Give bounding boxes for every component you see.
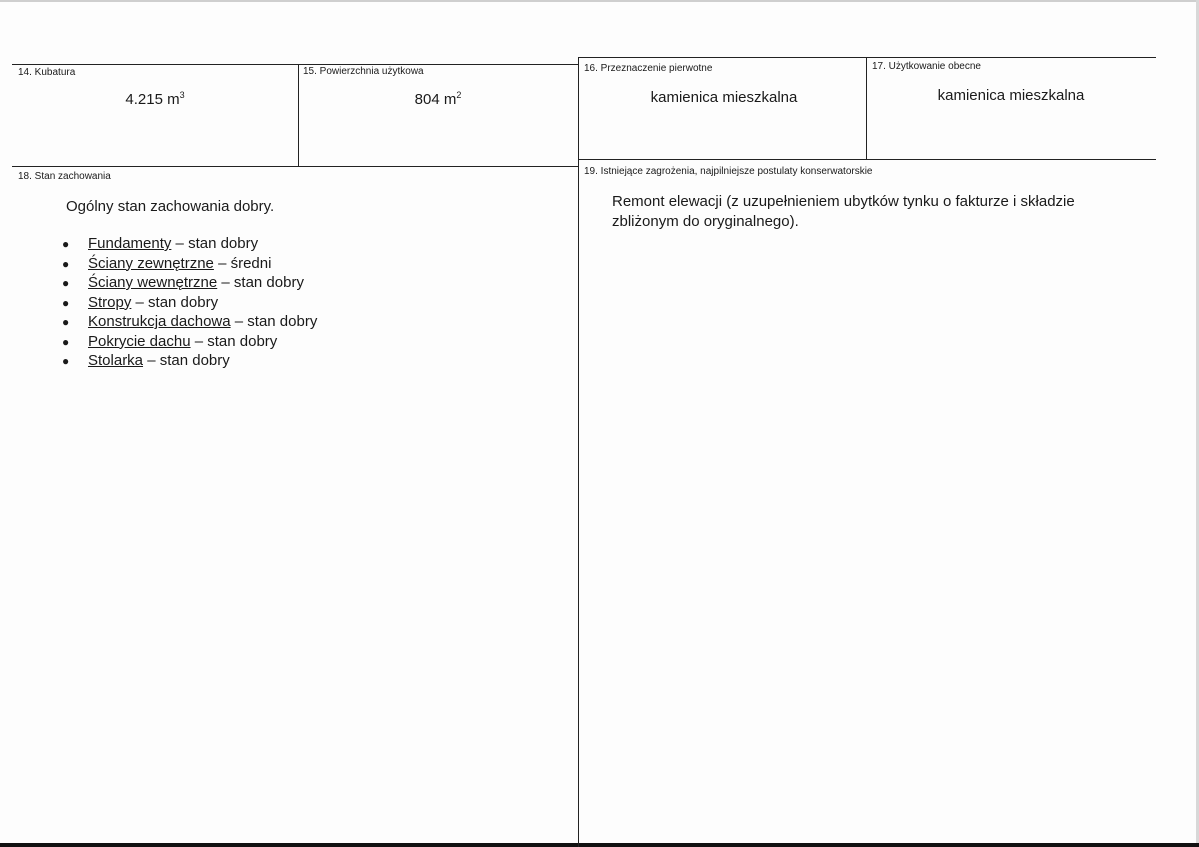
powierzchnia-exponent: 2 (456, 90, 462, 100)
kubatura-label: 14. Kubatura (18, 67, 76, 78)
list-item (62, 351, 317, 371)
bullet-icon: ● (62, 276, 70, 290)
zagrozenia-text: Remont elewacji (z uzupełnieniem ubytków tynku o fakturze i składzie zbliżonym do oryginalnego). (612, 193, 1075, 230)
bullet-icon: ● (62, 354, 70, 368)
list-item (62, 234, 317, 254)
element-name: Stropy (88, 293, 132, 311)
element-state: – średni (213, 254, 272, 272)
element-state: – stan dobry (217, 274, 304, 291)
divider-14-15 (298, 64, 299, 166)
element-name: Pokrycie dachu (88, 332, 191, 350)
powierzchnia-number: 804 m (414, 91, 457, 108)
stan-summary: Ogólny stan zachowania dobry. (66, 198, 275, 215)
middle-rule-left (12, 166, 578, 167)
list-item (62, 293, 317, 313)
divider-16-17 (866, 57, 867, 159)
powierzchnia-value (298, 91, 578, 108)
uzytkowanie-value: kamienica mieszkalna (937, 87, 1085, 104)
list-item (62, 273, 317, 293)
scan-edge-top (0, 0, 1199, 2)
element-name: Fundamenty (88, 235, 172, 252)
top-rule-right (578, 57, 1156, 58)
divider-main (578, 57, 579, 847)
bullet-icon: ● (62, 256, 70, 271)
top-rule-left (12, 64, 578, 65)
uzytkowanie-label: 17. Użytkowanie obecne (872, 61, 981, 72)
element-state: – stan dobry (131, 293, 219, 311)
element-state: – stan dobry (230, 313, 318, 330)
stan-label: 18. Stan zachowania (18, 171, 111, 182)
bullet-icon: ● (62, 295, 70, 310)
element-state: – stan dobry (171, 235, 259, 252)
element-name: Ściany zewnętrzne (88, 254, 214, 272)
kubatura-exponent: 3 (179, 90, 185, 100)
list-item (62, 254, 317, 274)
element-name: Ściany wewnętrzne (88, 274, 218, 291)
kubatura-number: 4.215 m (125, 91, 180, 108)
element-state: – stan dobry (143, 352, 230, 369)
scan-edge-bottom (0, 843, 1199, 847)
kubatura-value (12, 91, 298, 108)
stan-list (62, 234, 317, 371)
przeznaczenie-value: kamienica mieszkalna (650, 89, 798, 106)
bullet-icon: ● (62, 315, 70, 329)
zagrozenia-label: 19. Istniejące zagrożenia, najpilniejsze postulaty konserwatorskie (584, 166, 873, 177)
list-item (62, 332, 317, 352)
element-name: Stolarka (88, 352, 144, 369)
powierzchnia-label: 15. Powierzchnia użytkowa (303, 66, 424, 77)
bullet-icon: ● (62, 237, 70, 251)
przeznaczenie-label: 16. Przeznaczenie pierwotne (584, 63, 713, 74)
element-state: – stan dobry (190, 332, 278, 350)
element-name: Konstrukcja dachowa (88, 313, 231, 330)
middle-rule-right (578, 159, 1156, 160)
bullet-icon: ● (62, 334, 70, 349)
list-item (62, 312, 317, 332)
